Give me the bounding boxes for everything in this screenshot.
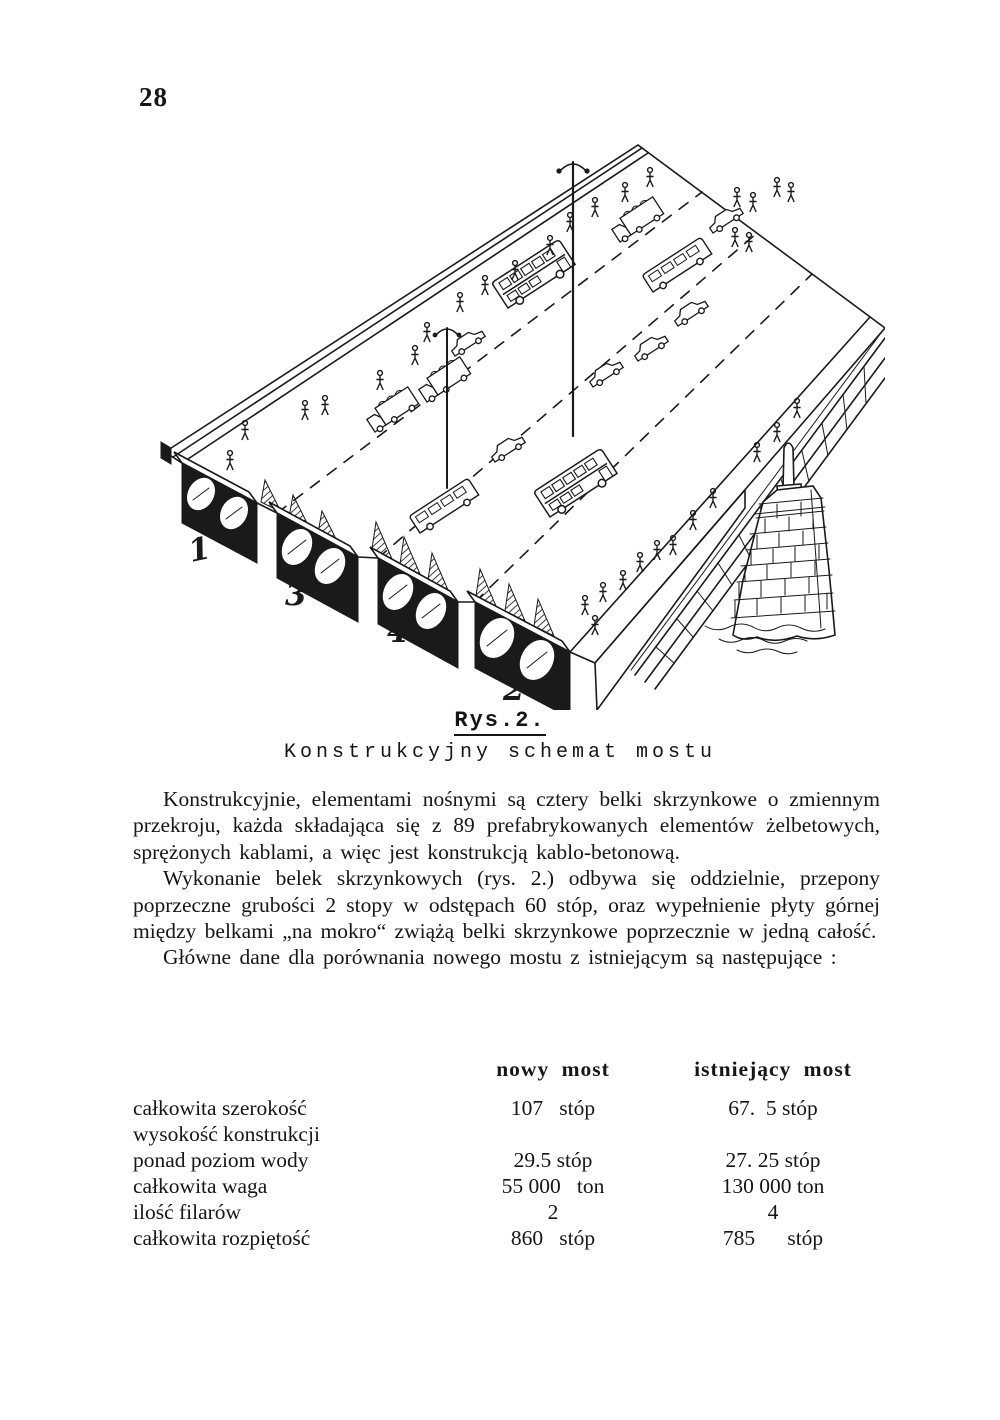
row-value-new — [443, 1121, 663, 1147]
girder-label-2: 2 — [503, 672, 525, 708]
bridge-illustration — [125, 130, 885, 710]
table-row — [133, 1121, 883, 1147]
table-row — [133, 1095, 883, 1121]
figure-caption-title: Rys.2. — [454, 708, 545, 736]
row-value-new: 29.5 stóp — [513, 1148, 593, 1172]
body-paragraph-1: Konstrukcyjnie, elementami nośnymi są cztery belki skrzynkowe o zmiennym przekroju, każda składająca się z 89 prefabrykowanych elementów żelbetowych, sprężonych kablami, a więc jest konstrukcją kablo-betonową. — [133, 787, 880, 864]
row-value-existing: 4 — [767, 1200, 779, 1224]
row-label: całkowita szerokość — [133, 1096, 307, 1120]
row-value-existing: 785 stóp — [722, 1226, 824, 1250]
body-paragraph-3: Główne dane dla porównania nowego mostu z istniejącym są następujące : — [163, 945, 837, 970]
row-label: całkowita rozpiętość — [133, 1226, 311, 1250]
row-value-new: 55 000 ton — [501, 1174, 605, 1198]
row-value-existing: 27. 25 stóp — [725, 1148, 821, 1172]
body-text — [133, 786, 880, 971]
parapet-end-post — [161, 442, 171, 464]
row-value-new: 2 — [547, 1200, 559, 1224]
table-row — [133, 1225, 883, 1251]
figure-rys2 — [125, 130, 885, 710]
row-label: ilość filarów — [133, 1200, 242, 1224]
table-row — [133, 1199, 883, 1225]
row-value-new: 860 stóp — [510, 1226, 596, 1250]
girder-label-1: 1 — [185, 530, 214, 570]
row-value-existing: 67. 5 stóp — [728, 1096, 818, 1120]
row-label: wysokość konstrukcji — [133, 1122, 320, 1146]
girder-label-3: 3 — [285, 577, 307, 613]
comparison-table — [133, 1056, 883, 1251]
table-header-row — [133, 1056, 883, 1082]
column-header-existing-bridge: istniejący most — [694, 1057, 852, 1081]
table-row — [133, 1173, 883, 1199]
pier-obelisk — [783, 443, 794, 488]
column-header-new-bridge: nowy most — [496, 1057, 610, 1081]
table-row — [133, 1147, 883, 1173]
girder-label-4: 4 — [387, 614, 409, 650]
row-value-new: 107 stóp — [510, 1096, 596, 1120]
row-value-existing — [663, 1121, 883, 1147]
row-label: całkowita waga — [133, 1174, 268, 1198]
row-label: ponad poziom wody — [133, 1148, 309, 1172]
page-number: 28 — [139, 82, 168, 112]
row-value-existing: 130 000 ton — [721, 1174, 825, 1198]
figure-caption — [0, 708, 1000, 764]
body-paragraph-2: Wykonanie belek skrzynkowych (rys. 2.) odbywa się oddzielnie, przepony poprzeczne grubości 2 stopy w odstępach 60 stóp, oraz wypełnienie płyty górnej między belkami „na mokro“ zwiążą belki skrzynkowe poprzecznie w jedną całość. — [133, 866, 880, 944]
figure-caption-subtitle: Konstrukcyjny schemat mostu — [283, 741, 717, 764]
